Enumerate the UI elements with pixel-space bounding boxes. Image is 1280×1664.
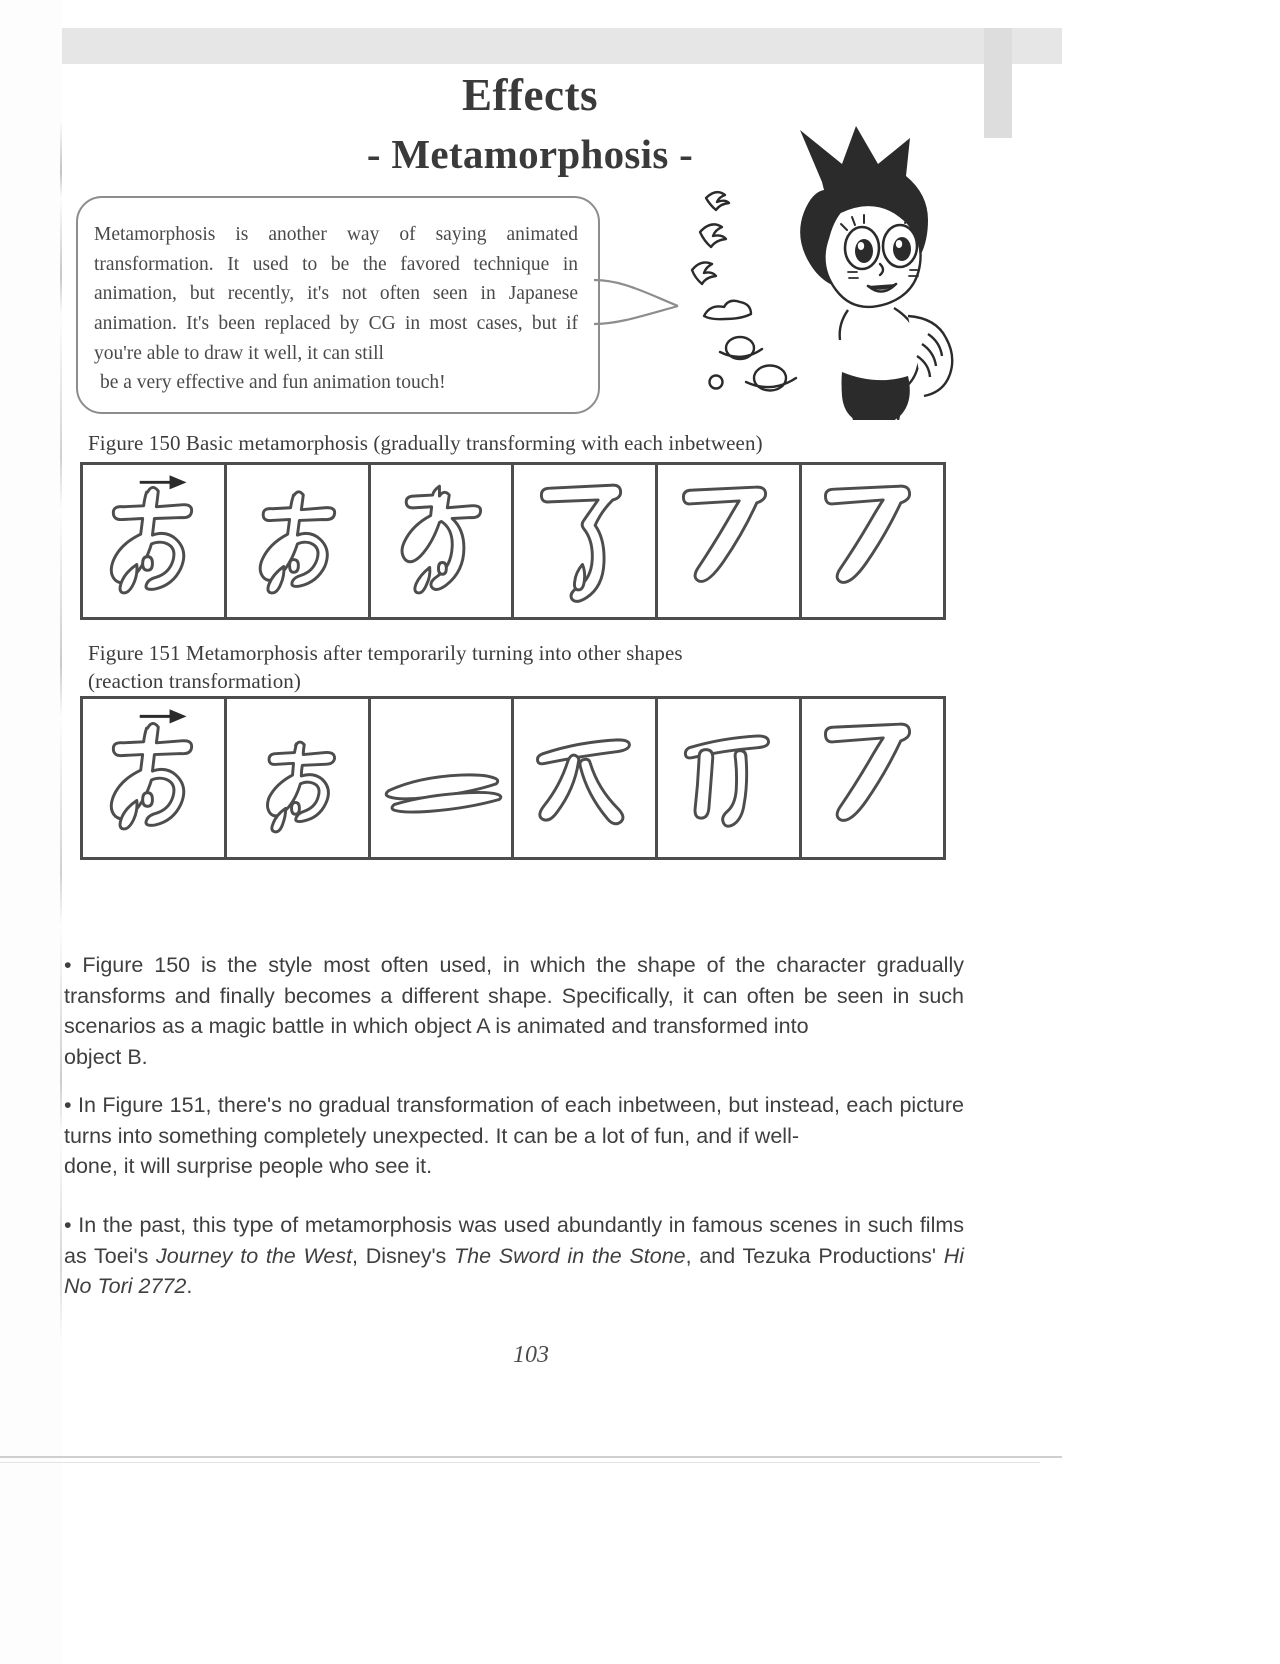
figure-150-caption: Figure 150 Basic metamorphosis (gradually transforming with each inbetween): [88, 431, 763, 455]
scan-left-edge-artifact: [0, 0, 62, 1664]
figure-151-panel-6: [802, 699, 943, 857]
film-title-hi-no-tori-2772: Hi No Tori 2772: [64, 1243, 964, 1299]
page-subtitle: - Metamorphosis -: [366, 130, 694, 177]
paragraph-2-tail: done, it will surprise people who see it.: [64, 1154, 433, 1179]
page-title: Effects: [462, 70, 598, 120]
figure-151-caption-line2: (reaction transformation): [88, 668, 301, 693]
paragraph-3-text-c: , and Tezuka Productions': [685, 1243, 944, 1268]
figure-151-panel-strip: [80, 696, 946, 860]
paragraph-1-text: Figure 150 is the style most often used, in which the shape of the character gradually transforms and finally becomes a different shape. Specifically, it can often be seen in such scenarios as a magic battle in which object A is animated and transformed into: [64, 953, 964, 1039]
figure-150-panel-1: [83, 465, 227, 617]
paragraph-figure-151: [64, 1090, 964, 1182]
figure-151-caption-line1: Figure 151 Metamorphosis after temporarily turning into other shapes: [88, 641, 683, 665]
paragraph-1-tail: object B.: [64, 1044, 148, 1069]
film-title-journey-to-the-west: Journey to the West: [156, 1243, 353, 1268]
speech-bubble-text: [78, 198, 598, 398]
bullet-1: •: [64, 953, 72, 977]
figure-150-panel-3: [371, 465, 515, 617]
scan-bottom-rule-secondary: [0, 1462, 1040, 1463]
paragraph-2-text: In Figure 151, there's no gradual transformation of each inbetween, but instead, each picture turns into something completely unexpected. It can be a lot of fun, and if well-: [64, 1093, 964, 1148]
bullet-2: •: [64, 1093, 72, 1117]
bullet-3: •: [64, 1213, 72, 1237]
figure-151-panel-1: [83, 699, 227, 857]
paragraph-3-text-d: .: [186, 1274, 193, 1299]
film-title-sword-in-the-stone: The Sword in the Stone: [454, 1243, 686, 1268]
figure-150-panel-4: [514, 465, 658, 617]
speech-bubble-last-line: be a very effective and fun animation touch!: [100, 372, 446, 394]
speech-bubble-tail: [592, 276, 682, 328]
figure-150-panel-2: [227, 465, 371, 617]
scan-top-shadow-band: [62, 28, 1062, 64]
figure-150-panel-strip: [80, 462, 946, 620]
figure-151-panel-5: [658, 699, 802, 857]
scan-bottom-rule: [0, 1456, 1062, 1458]
paragraph-3-text-a: In the past, this type of metamorphosis was used abundantly in famous scenes in such films as Toei's: [64, 1213, 965, 1268]
figure-150-panel-5: [658, 465, 802, 617]
paragraph-3-text-b: , Disney's: [352, 1243, 455, 1268]
figure-151-panel-3: [371, 699, 515, 857]
figure-151-panel-2: [227, 699, 371, 857]
astro-boy-illustration: [672, 120, 962, 420]
figure-151-panel-4: [514, 699, 658, 857]
paragraph-film-examples: [64, 1210, 964, 1302]
figure-150-panel-6: [802, 465, 943, 617]
speech-bubble-body: Metamorphosis is another way of saying animated transformation. It used to be the favored technique in animation, but recently, it's not often seen in Japanese animation. It's been replaced by CG in most cases, but if you're able to draw it well, it can still: [94, 224, 578, 364]
paragraph-figure-150: [64, 950, 964, 1072]
figure-151-caption: [88, 640, 948, 695]
scan-top-right-shadow: [984, 28, 1012, 138]
speech-bubble: [76, 196, 600, 414]
page-number: 103: [513, 1342, 549, 1368]
scan-right-margin: [1062, 0, 1280, 1664]
